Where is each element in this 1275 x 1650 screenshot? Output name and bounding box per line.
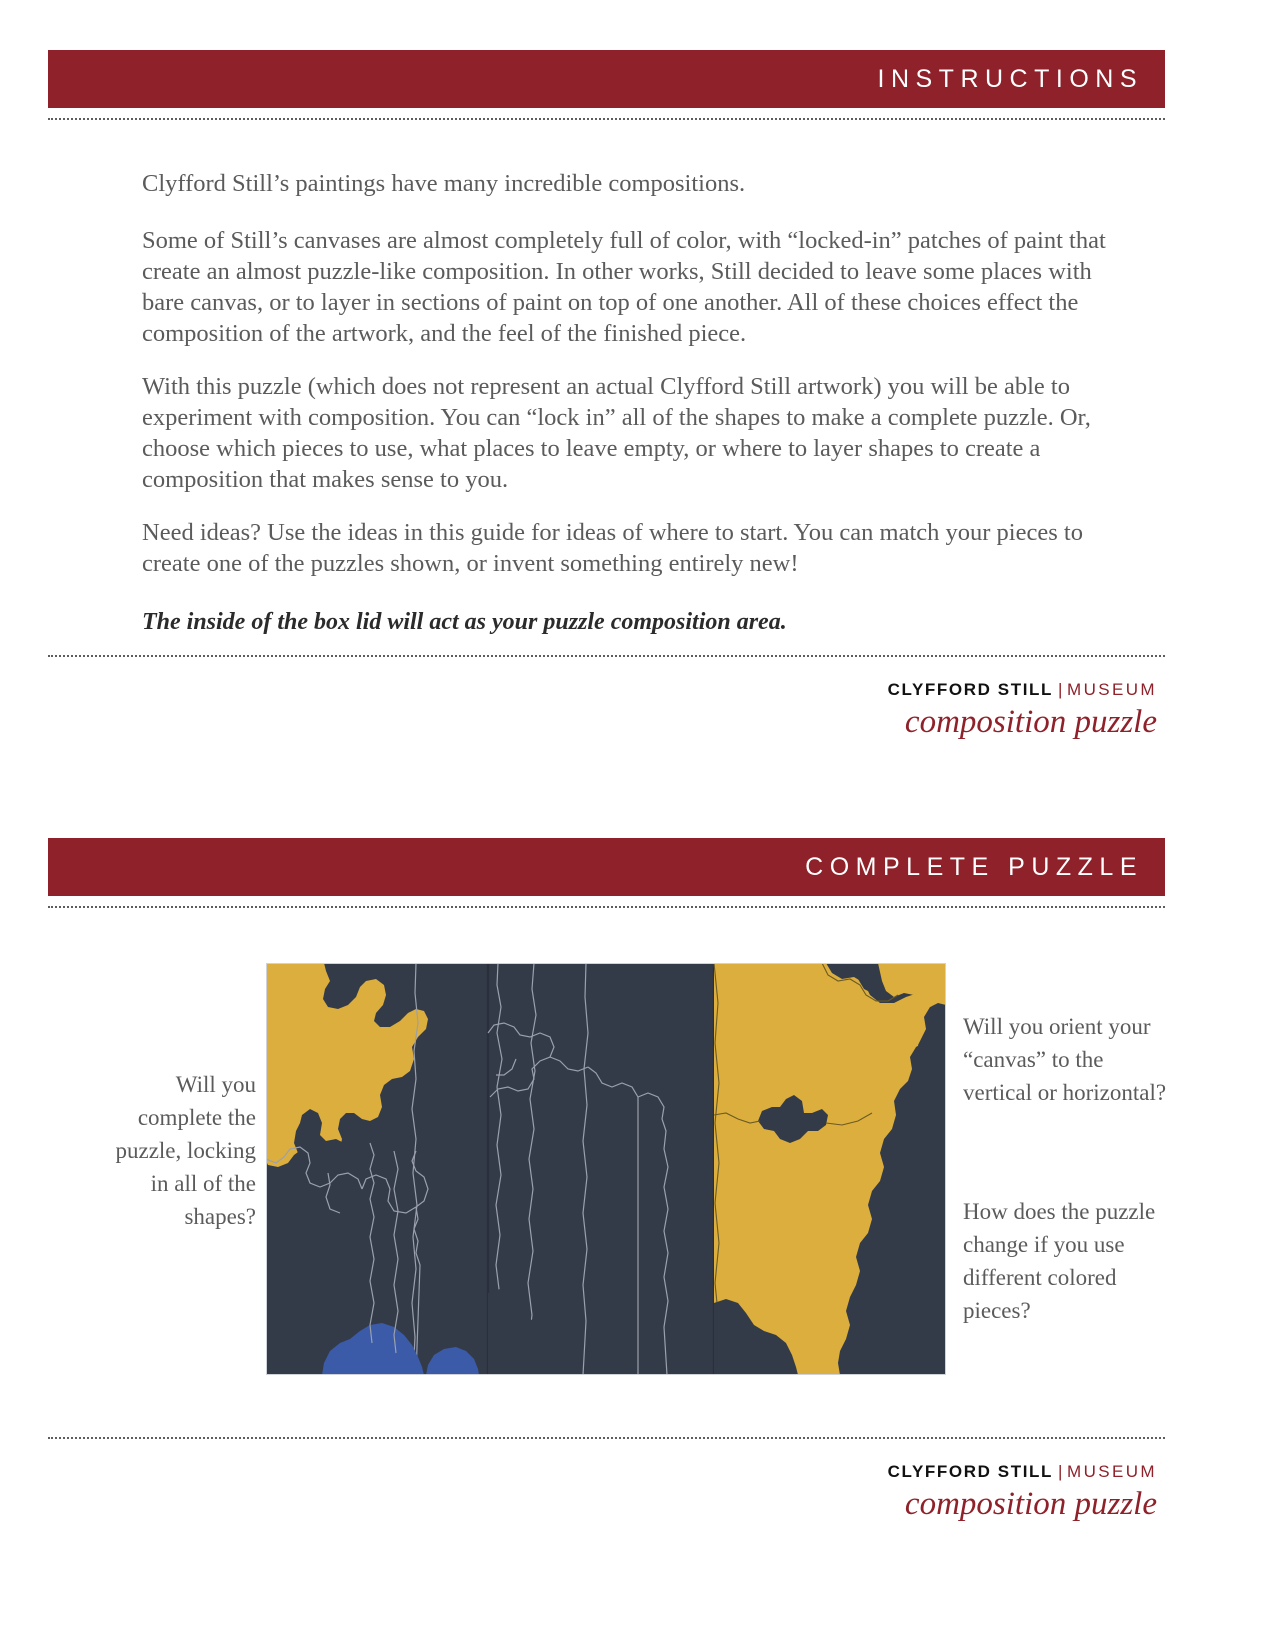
section-instructions bbox=[48, 50, 1165, 120]
instructions-paragraph-4: Need ideas? Use the ideas in this guide for ideas of where to start. You can match your pieces to create one of the puzzles shown, or invent something entirely new! bbox=[142, 519, 1083, 577]
museum-brand-separator-2: | bbox=[1058, 1462, 1065, 1481]
puzzle-composition-artwork bbox=[266, 963, 946, 1375]
museum-brand-separator-1: | bbox=[1058, 680, 1065, 699]
museum-brand-name-2: CLYFFORD STILL bbox=[887, 1462, 1053, 1481]
instructions-emphasis-note: The inside of the box lid will act as your puzzle composition area. bbox=[142, 609, 787, 635]
museum-tagline-2: composition puzzle bbox=[904, 1486, 1157, 1522]
complete-puzzle-figure-area bbox=[48, 930, 1165, 1400]
section-complete-puzzle bbox=[48, 838, 1165, 908]
section-title-complete: COMPLETE PUZZLE bbox=[805, 852, 1143, 881]
instructions-paragraph-2: Some of Still’s canvases are almost completely full of color, with “locked-in” patches of paint that create an almost puzzle-like composition. In other works, Still decided to leave some places with bare canvas, or to layer in sections of paint on top of one another. All of these choices effect the composition of the artwork, and the feel of the finished piece. bbox=[142, 227, 1106, 347]
museum-brand-name-1: CLYFFORD STILL bbox=[887, 680, 1053, 699]
footer-complete-puzzle bbox=[48, 1437, 1165, 1522]
section-header-band-complete bbox=[48, 838, 1165, 896]
museum-tagline-1: composition puzzle bbox=[904, 704, 1157, 740]
divider-dotted-complete bbox=[48, 906, 1165, 908]
section-header-band-instructions bbox=[48, 50, 1165, 108]
museum-logo-1 bbox=[48, 681, 1165, 740]
note-complete-right-bottom: How does the puzzle change if you use different colored pieces? bbox=[963, 1199, 1156, 1323]
museum-logo-2 bbox=[48, 1463, 1165, 1522]
instructions-body bbox=[142, 168, 1132, 638]
museum-wordmark-2 bbox=[48, 1463, 1157, 1480]
divider-dotted-footer-2 bbox=[48, 1437, 1165, 1439]
instructions-paragraph-3: With this puzzle (which does not represent an actual Clyfford Still artwork) you will be able to experiment with composition. You can “lock in” all of the shapes to make a complete puzzle. Or, choose which pieces to use, what places to leave empty, or where to layer shapes to create a composition that makes sense to you. bbox=[142, 373, 1091, 493]
footer-instructions bbox=[48, 655, 1165, 740]
divider-dotted-footer-1 bbox=[48, 655, 1165, 657]
section-title-instructions: INSTRUCTIONS bbox=[877, 64, 1143, 93]
divider-dotted-instructions bbox=[48, 118, 1165, 120]
museum-brand-museum-2: MUSEUM bbox=[1067, 1462, 1157, 1481]
note-complete-right-top: Will you orient your “canvas” to the vertical or horizontal? bbox=[963, 1014, 1167, 1105]
instructions-paragraph-1: Clyfford Still’s paintings have many incredible compositions. bbox=[142, 170, 746, 197]
note-complete-left: Will you complete the puzzle, locking in all of the shapes? bbox=[115, 1072, 256, 1229]
museum-wordmark-1 bbox=[48, 681, 1157, 698]
museum-brand-museum-1: MUSEUM bbox=[1067, 680, 1157, 699]
